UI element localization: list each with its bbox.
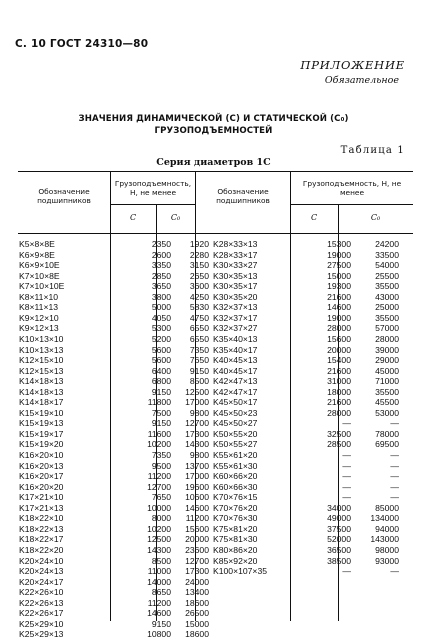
designation-cell: K45×50×17 — [213, 397, 258, 408]
dynamic-capacity-cell: 8650 — [151, 587, 171, 598]
designation-cell: K16×20×10 — [19, 450, 64, 460]
dynamic-capacity-cell: 7650 — [151, 492, 171, 503]
static-capacity-cell: 24200 — [375, 239, 399, 249]
dynamic-capacity-cell: 21600 — [327, 291, 351, 302]
static-capacity-cell: — — [390, 460, 399, 471]
subheader-rule — [290, 204, 413, 205]
designation-cell: K6×9×10E — [19, 260, 60, 271]
subheader-rule — [110, 204, 195, 205]
table-row — [18, 524, 413, 535]
static-capacity-cell: 35500 — [375, 386, 399, 397]
page-header: С. 10 ГОСТ 24310—80 — [15, 38, 149, 50]
dynamic-capacity-cell: 49000 — [327, 513, 351, 524]
designation-cell: K28×33×17 — [213, 249, 258, 260]
table-row — [18, 397, 413, 408]
static-capacity-cell: 4250 — [189, 291, 209, 302]
dynamic-capacity-cell: 14600 — [147, 608, 171, 619]
designation-cell: K55×61×20 — [213, 450, 258, 460]
designation-cell: K32×37×27 — [213, 323, 258, 334]
dynamic-capacity-cell: 5000 — [151, 302, 171, 313]
dynamic-capacity-cell: 12700 — [147, 481, 171, 492]
static-capacity-cell: 69500 — [375, 439, 399, 450]
designation-cell: K35×40×13 — [213, 333, 258, 344]
static-capacity-cell: 24000 — [185, 576, 209, 587]
dynamic-capacity-cell: 9150 — [151, 386, 171, 397]
dynamic-capacity-cell: 2850 — [151, 270, 171, 281]
dynamic-capacity-cell: — — [342, 471, 351, 482]
dynamic-capacity-cell: 10000 — [147, 502, 171, 513]
static-capacity-cell: — — [390, 481, 399, 492]
dynamic-capacity-cell: 18000 — [327, 386, 351, 397]
static-capacity-cell: 2280 — [189, 249, 209, 260]
designation-cell: K20×24×10 — [19, 555, 64, 566]
static-capacity-cell: 134000 — [370, 513, 399, 524]
dynamic-capacity-cell: 2600 — [151, 249, 171, 260]
static-capacity-cell: 12700 — [185, 555, 209, 566]
table-row — [18, 461, 413, 472]
designation-cell: K8×11×13 — [19, 302, 59, 313]
designation-cell: K22×26×17 — [19, 608, 64, 619]
dynamic-capacity-cell: 21600 — [327, 397, 351, 408]
dynamic-capacity-cell: 5200 — [151, 333, 171, 344]
table-top-rule — [18, 171, 413, 172]
designation-cell: K50×55×20 — [213, 428, 258, 439]
dynamic-capacity-cell: 10800 — [147, 629, 171, 640]
dynamic-capacity-cell: 8500 — [151, 555, 171, 566]
designation-cell: K30×33×27 — [213, 260, 258, 271]
designation-cell: K22×26×10 — [19, 587, 64, 598]
dynamic-capacity-cell: 21600 — [327, 365, 351, 376]
designation-cell: K10×13×13 — [19, 344, 64, 355]
table-row — [18, 334, 413, 345]
static-capacity-cell: 71000 — [375, 376, 399, 387]
static-capacity-cell: 7350 — [189, 344, 209, 355]
dynamic-capacity-cell: 3650 — [151, 281, 171, 292]
static-capacity-cell: 17000 — [185, 471, 209, 482]
static-capacity-cell: 1920 — [189, 239, 209, 249]
static-capacity-cell: 23600 — [185, 544, 209, 555]
dynamic-capacity-cell: — — [342, 481, 351, 492]
dynamic-capacity-cell: 27500 — [327, 260, 351, 271]
static-capacity-cell: 3150 — [189, 260, 209, 271]
static-capacity-cell: 10600 — [185, 492, 209, 503]
designation-cell: K40×45×17 — [213, 365, 258, 376]
static-capacity-cell: 12500 — [185, 386, 209, 397]
static-capacity-cell: 94000 — [375, 523, 399, 534]
dynamic-capacity-cell: 4050 — [151, 312, 171, 323]
designation-cell: K25×29×13 — [19, 629, 64, 640]
designation-cell: K75×81×20 — [213, 523, 258, 534]
dynamic-capacity-cell: 38500 — [327, 555, 351, 566]
static-capacity-cell: 20000 — [185, 534, 209, 545]
dynamic-capacity-cell: 52000 — [327, 534, 351, 545]
dynamic-capacity-cell: 28000 — [327, 323, 351, 334]
dynamic-capacity-cell: 20000 — [327, 344, 351, 355]
c-column-header: C — [129, 213, 137, 222]
dynamic-capacity-cell: 11200 — [147, 597, 171, 608]
table-row — [18, 545, 413, 556]
designation-cell: K70×76×15 — [213, 492, 258, 503]
static-capacity-cell: 43000 — [375, 291, 399, 302]
dynamic-capacity-cell: 6800 — [151, 376, 171, 387]
static-capacity-cell: 18600 — [185, 597, 209, 608]
designation-cell: K30×35×17 — [213, 281, 258, 292]
dynamic-capacity-cell: 11600 — [147, 428, 171, 439]
static-capacity-cell: 28000 — [375, 333, 399, 344]
designation-cell: K15×19×20 — [19, 439, 64, 450]
c0-column-header: C₀ — [170, 213, 181, 222]
table-row — [18, 598, 413, 609]
static-capacity-cell: 143000 — [370, 534, 399, 545]
static-capacity-cell: 19600 — [185, 481, 209, 492]
c0-column-header: C₀ — [370, 213, 381, 222]
designation-cell: K16×20×20 — [19, 481, 64, 492]
static-capacity-cell: — — [390, 450, 399, 460]
dynamic-capacity-cell: 31000 — [327, 376, 351, 387]
static-capacity-cell: 9800 — [189, 407, 209, 418]
designation-cell: K14×18×13 — [19, 376, 64, 387]
designation-cell: K17×21×10 — [19, 492, 64, 503]
static-capacity-cell: 45500 — [375, 397, 399, 408]
static-capacity-cell: — — [390, 492, 399, 503]
table-row — [18, 281, 413, 292]
static-capacity-cell: 39000 — [375, 344, 399, 355]
designation-cell: K15×19×10 — [19, 407, 64, 418]
static-capacity-cell: 25500 — [375, 270, 399, 281]
static-capacity-cell: 7650 — [189, 355, 209, 366]
designation-cell: K22×26×13 — [19, 597, 64, 608]
table-row — [18, 482, 413, 493]
designation-cell: K15×19×13 — [19, 418, 64, 429]
static-capacity-cell: 98000 — [375, 544, 399, 555]
table-row — [18, 556, 413, 567]
static-capacity-cell: 6550 — [189, 333, 209, 344]
table-row — [18, 345, 413, 356]
designation-header: Обозначение подшипников — [216, 187, 270, 205]
dynamic-capacity-cell: 19000 — [327, 249, 351, 260]
designation-cell: K18×22×17 — [19, 534, 64, 545]
table-row — [18, 323, 413, 334]
dynamic-capacity-cell: 37500 — [327, 523, 351, 534]
static-capacity-cell: 26500 — [185, 608, 209, 619]
table-row — [18, 302, 413, 313]
dynamic-capacity-cell: 14000 — [147, 576, 171, 587]
dynamic-capacity-cell: — — [342, 460, 351, 471]
dynamic-capacity-cell: 11000 — [147, 566, 171, 577]
designation-header: Обозначение подшипников — [37, 187, 91, 205]
designation-cell: K16×20×17 — [19, 471, 64, 482]
designation-cell: K70×76×30 — [213, 513, 258, 524]
designation-cell: K7×10×8E — [19, 270, 60, 281]
dynamic-capacity-cell: 3350 — [151, 260, 171, 271]
dynamic-capacity-cell: 11800 — [147, 397, 171, 408]
designation-cell: K15×19×17 — [19, 428, 64, 439]
designation-cell: K5×8×8E — [19, 239, 55, 249]
designation-cell: K10×13×10 — [19, 333, 64, 344]
designation-cell: K40×45×13 — [213, 355, 258, 366]
designation-cell: K20×24×13 — [19, 566, 64, 577]
static-capacity-cell: 54000 — [375, 260, 399, 271]
table-row — [18, 471, 413, 482]
static-capacity-cell: 57000 — [375, 323, 399, 334]
table-row — [18, 450, 413, 461]
table-row — [18, 608, 413, 619]
designation-cell: K18×22×10 — [19, 513, 64, 524]
designation-cell: K8×11×10 — [19, 291, 59, 302]
dynamic-capacity-cell: 2350 — [151, 239, 171, 249]
dynamic-capacity-cell: 8000 — [151, 513, 171, 524]
static-capacity-cell: 78000 — [375, 428, 399, 439]
dynamic-capacity-cell: 7500 — [151, 407, 171, 418]
designation-cell: K14×18×13 — [19, 386, 64, 397]
static-capacity-cell: 17000 — [185, 397, 209, 408]
static-capacity-cell: 13700 — [185, 460, 209, 471]
table-row — [18, 387, 413, 398]
designation-cell: K85×92×20 — [213, 555, 258, 566]
table-row — [18, 513, 413, 524]
static-capacity-cell: 15000 — [185, 618, 209, 629]
dynamic-capacity-cell: 15300 — [327, 239, 351, 249]
static-capacity-cell: 12700 — [185, 418, 209, 429]
designation-cell: K20×24×17 — [19, 576, 64, 587]
dynamic-capacity-cell: 19300 — [327, 281, 351, 292]
static-capacity-cell: 4750 — [189, 312, 209, 323]
table-row — [18, 271, 413, 282]
table-row — [18, 577, 413, 588]
dynamic-capacity-cell: 15400 — [327, 355, 351, 366]
static-capacity-cell: 14300 — [185, 439, 209, 450]
table-row — [18, 313, 413, 324]
table-row — [18, 250, 413, 261]
designation-cell: K28×33×13 — [213, 239, 258, 249]
static-capacity-cell: 25000 — [375, 302, 399, 313]
dynamic-capacity-cell: 10200 — [147, 439, 171, 450]
table-row — [18, 566, 413, 577]
dynamic-capacity-cell: 15600 — [327, 333, 351, 344]
designation-cell: K100×107×35 — [213, 566, 268, 577]
designation-cell: K32×37×17 — [213, 312, 258, 323]
static-capacity-cell: — — [390, 418, 399, 429]
dynamic-capacity-cell: 14600 — [327, 302, 351, 313]
static-capacity-cell: 53000 — [375, 407, 399, 418]
static-capacity-cell: — — [390, 566, 399, 577]
table-row — [18, 503, 413, 514]
designation-cell: K50×55×27 — [213, 439, 258, 450]
dynamic-capacity-cell: 28500 — [327, 439, 351, 450]
dynamic-capacity-cell: — — [342, 492, 351, 503]
table-row — [18, 587, 413, 598]
static-capacity-cell: 2650 — [189, 270, 209, 281]
designation-cell: K60×66×30 — [213, 481, 258, 492]
dynamic-capacity-cell: 5600 — [151, 355, 171, 366]
capacity-header: Грузоподъемность, Н, не менее — [302, 179, 402, 197]
table-number: Таблица 1 — [340, 145, 405, 156]
dynamic-capacity-cell: 36500 — [327, 544, 351, 555]
dynamic-capacity-cell: 9500 — [151, 460, 171, 471]
static-capacity-cell: 35500 — [375, 312, 399, 323]
dynamic-capacity-cell: 9150 — [151, 418, 171, 429]
capacity-header: Грузоподъемность, Н, не менее — [114, 179, 192, 197]
static-capacity-cell: 33500 — [375, 249, 399, 260]
static-capacity-cell: 9150 — [189, 365, 209, 376]
static-capacity-cell: 9800 — [189, 450, 209, 460]
dynamic-capacity-cell: 11200 — [147, 471, 171, 482]
static-capacity-cell: 17300 — [185, 428, 209, 439]
static-capacity-cell: 35500 — [375, 281, 399, 292]
series-title: Серия диаметров 1С — [156, 157, 271, 168]
designation-cell: K45×50×23 — [213, 407, 258, 418]
dynamic-capacity-cell: — — [342, 450, 351, 460]
designation-cell: K35×40×17 — [213, 344, 258, 355]
static-capacity-cell: 18600 — [185, 629, 209, 640]
designation-cell: K42×47×17 — [213, 386, 258, 397]
designation-cell: K25×29×10 — [19, 618, 64, 629]
designation-cell: K18×22×13 — [19, 523, 64, 534]
dynamic-capacity-cell: 5300 — [151, 323, 171, 334]
designation-cell: K16×20×13 — [19, 460, 64, 471]
designation-cell: K75×81×30 — [213, 534, 258, 545]
static-capacity-cell: 29000 — [375, 355, 399, 366]
designation-cell: K30×35×13 — [213, 270, 258, 281]
static-capacity-cell: 13400 — [185, 587, 209, 598]
designation-cell: K18×22×20 — [19, 544, 64, 555]
dynamic-capacity-cell: 28000 — [327, 407, 351, 418]
designation-cell: K12×15×13 — [19, 365, 64, 376]
designation-cell: K42×47×13 — [213, 376, 258, 387]
static-capacity-cell: 5830 — [189, 302, 209, 313]
dynamic-capacity-cell: 5600 — [151, 344, 171, 355]
designation-cell: K12×15×10 — [19, 355, 64, 366]
designation-cell: K30×35×20 — [213, 291, 258, 302]
dynamic-capacity-cell: 3800 — [151, 291, 171, 302]
heading-line-2: ГРУЗОПОДЪЕМНОСТЕЙ — [154, 126, 273, 136]
table-row — [18, 366, 413, 377]
static-capacity-cell: 8500 — [189, 376, 209, 387]
designation-cell: K9×12×13 — [19, 323, 59, 334]
static-capacity-cell: 45000 — [375, 365, 399, 376]
heading-line-1: ЗНАЧЕНИЯ ДИНАМИЧЕСКОЙ (C) И СТАТИЧЕСКОЙ (C₀) — [78, 114, 349, 124]
table-row — [18, 376, 413, 387]
designation-cell: K45×50×27 — [213, 418, 258, 429]
designation-cell: K55×61×30 — [213, 460, 258, 471]
static-capacity-cell: 14600 — [185, 502, 209, 513]
dynamic-capacity-cell: 34000 — [327, 502, 351, 513]
table-row — [18, 619, 413, 630]
designation-cell: K17×21×13 — [19, 502, 64, 513]
static-capacity-cell: — — [390, 471, 399, 482]
static-capacity-cell: 17300 — [185, 566, 209, 577]
dynamic-capacity-cell: 19000 — [327, 312, 351, 323]
dynamic-capacity-cell: 12500 — [147, 534, 171, 545]
table-row — [18, 239, 413, 250]
dynamic-capacity-cell: — — [342, 566, 351, 577]
table-row — [18, 492, 413, 503]
designation-cell: K6×9×8E — [19, 249, 55, 260]
dynamic-capacity-cell: 10200 — [147, 523, 171, 534]
static-capacity-cell: 3600 — [189, 281, 209, 292]
table-row — [18, 534, 413, 545]
dynamic-capacity-cell: — — [342, 418, 351, 429]
dynamic-capacity-cell: 32500 — [327, 428, 351, 439]
c-column-header: C — [310, 213, 318, 222]
designation-cell: K32×37×13 — [213, 302, 258, 313]
designation-cell: K80×86×20 — [213, 544, 258, 555]
designation-cell: K60×66×20 — [213, 471, 258, 482]
table-row — [18, 408, 413, 419]
designation-cell: K9×12×10 — [19, 312, 59, 323]
static-capacity-cell: 11200 — [185, 513, 209, 524]
appendix-status: Обязательное — [324, 75, 399, 86]
table-row — [18, 439, 413, 450]
dynamic-capacity-cell: 15000 — [327, 270, 351, 281]
table-row — [18, 292, 413, 303]
static-capacity-cell: 15600 — [185, 523, 209, 534]
appendix-title: ПРИЛОЖЕНИЕ — [300, 58, 405, 72]
static-capacity-cell: 93000 — [375, 555, 399, 566]
table-row — [18, 429, 413, 440]
designation-cell: K70×76×20 — [213, 502, 258, 513]
dynamic-capacity-cell: 6400 — [151, 365, 171, 376]
table-row — [18, 355, 413, 366]
table-row — [18, 418, 413, 429]
table-header-rule — [18, 233, 413, 234]
designation-cell: K14×18×17 — [19, 397, 64, 408]
designation-cell: K7×10×10E — [19, 281, 65, 292]
dynamic-capacity-cell: 7350 — [151, 450, 171, 460]
table-row — [18, 260, 413, 271]
static-capacity-cell: 6550 — [189, 323, 209, 334]
static-capacity-cell: 85000 — [375, 502, 399, 513]
dynamic-capacity-cell: 14300 — [147, 544, 171, 555]
dynamic-capacity-cell: 9150 — [151, 618, 171, 629]
